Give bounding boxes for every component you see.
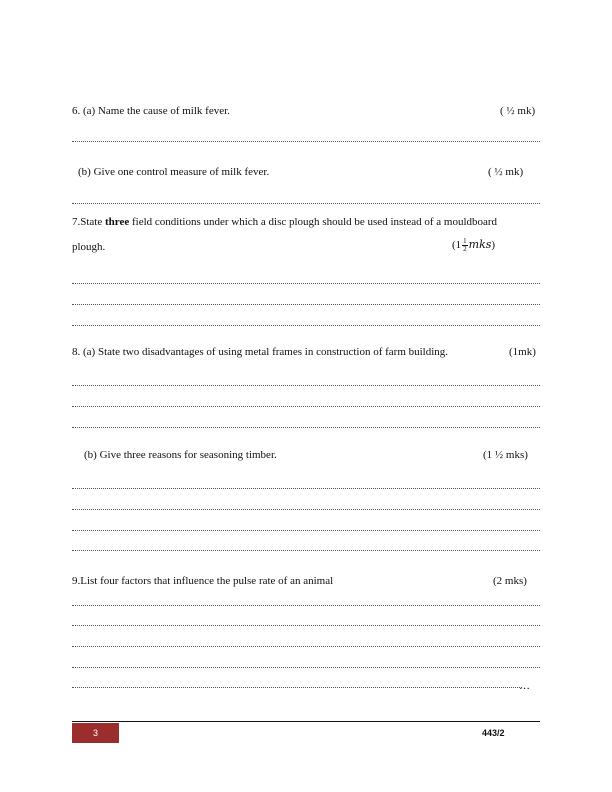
- answer-line[interactable]: [72, 283, 540, 284]
- question-7-marks-open: (1: [452, 239, 462, 252]
- question-8b: (b) Give three reasons for seasoning timber.: [84, 449, 277, 461]
- question-9: 9.List four factors that influence the pulse rate of an animal: [72, 575, 334, 587]
- fraction-numerator: 1: [463, 237, 467, 245]
- page-number: 3: [72, 723, 119, 743]
- question-7-marks-close: ): [491, 239, 496, 252]
- fraction: [462, 238, 468, 253]
- question-7-prefix: 7.State: [72, 216, 105, 228]
- question-7-marks-unit: mks: [468, 238, 492, 252]
- answer-line-end: …: [519, 680, 530, 692]
- answer-line[interactable]: [72, 385, 540, 386]
- answer-line[interactable]: [72, 427, 540, 428]
- answer-line[interactable]: [72, 605, 540, 606]
- question-6b-marks: ( ½ mk): [488, 166, 524, 178]
- answer-line[interactable]: [72, 550, 540, 551]
- answer-line[interactable]: [72, 488, 540, 489]
- question-7-suffix: field conditions under which a disc plough should be used instead of a mouldboard: [129, 216, 498, 228]
- question-8a-marks: (1mk): [509, 346, 536, 358]
- answer-line[interactable]: [72, 325, 540, 326]
- question-7: [72, 215, 497, 229]
- answer-line[interactable]: [72, 625, 540, 626]
- answer-line[interactable]: [72, 304, 540, 305]
- question-6a: 6. (a) Name the cause of milk fever.: [72, 105, 230, 117]
- question-6b: (b) Give one control measure of milk fever.: [78, 166, 270, 178]
- question-6a-marks: ( ½ mk): [500, 105, 536, 117]
- answer-line[interactable]: [72, 203, 540, 204]
- answer-line[interactable]: [72, 141, 540, 142]
- question-7-marks: [452, 238, 495, 253]
- answer-line[interactable]: [72, 530, 540, 531]
- answer-line[interactable]: [72, 646, 540, 647]
- fraction-denominator: 2: [463, 245, 467, 253]
- question-9-marks: (2 mks): [493, 575, 527, 587]
- question-7-bold: three: [105, 216, 130, 228]
- answer-line[interactable]: [72, 667, 540, 668]
- paper-code: 443/2: [482, 728, 505, 738]
- question-8b-marks: (1 ½ mks): [483, 449, 528, 461]
- question-7-line2: plough.: [72, 241, 106, 253]
- question-8a: 8. (a) State two disadvantages of using metal frames in construction of farm building.: [72, 346, 449, 358]
- answer-line[interactable]: [72, 687, 522, 688]
- answer-line[interactable]: [72, 509, 540, 510]
- footer-rule: [72, 721, 540, 722]
- answer-line[interactable]: [72, 406, 540, 407]
